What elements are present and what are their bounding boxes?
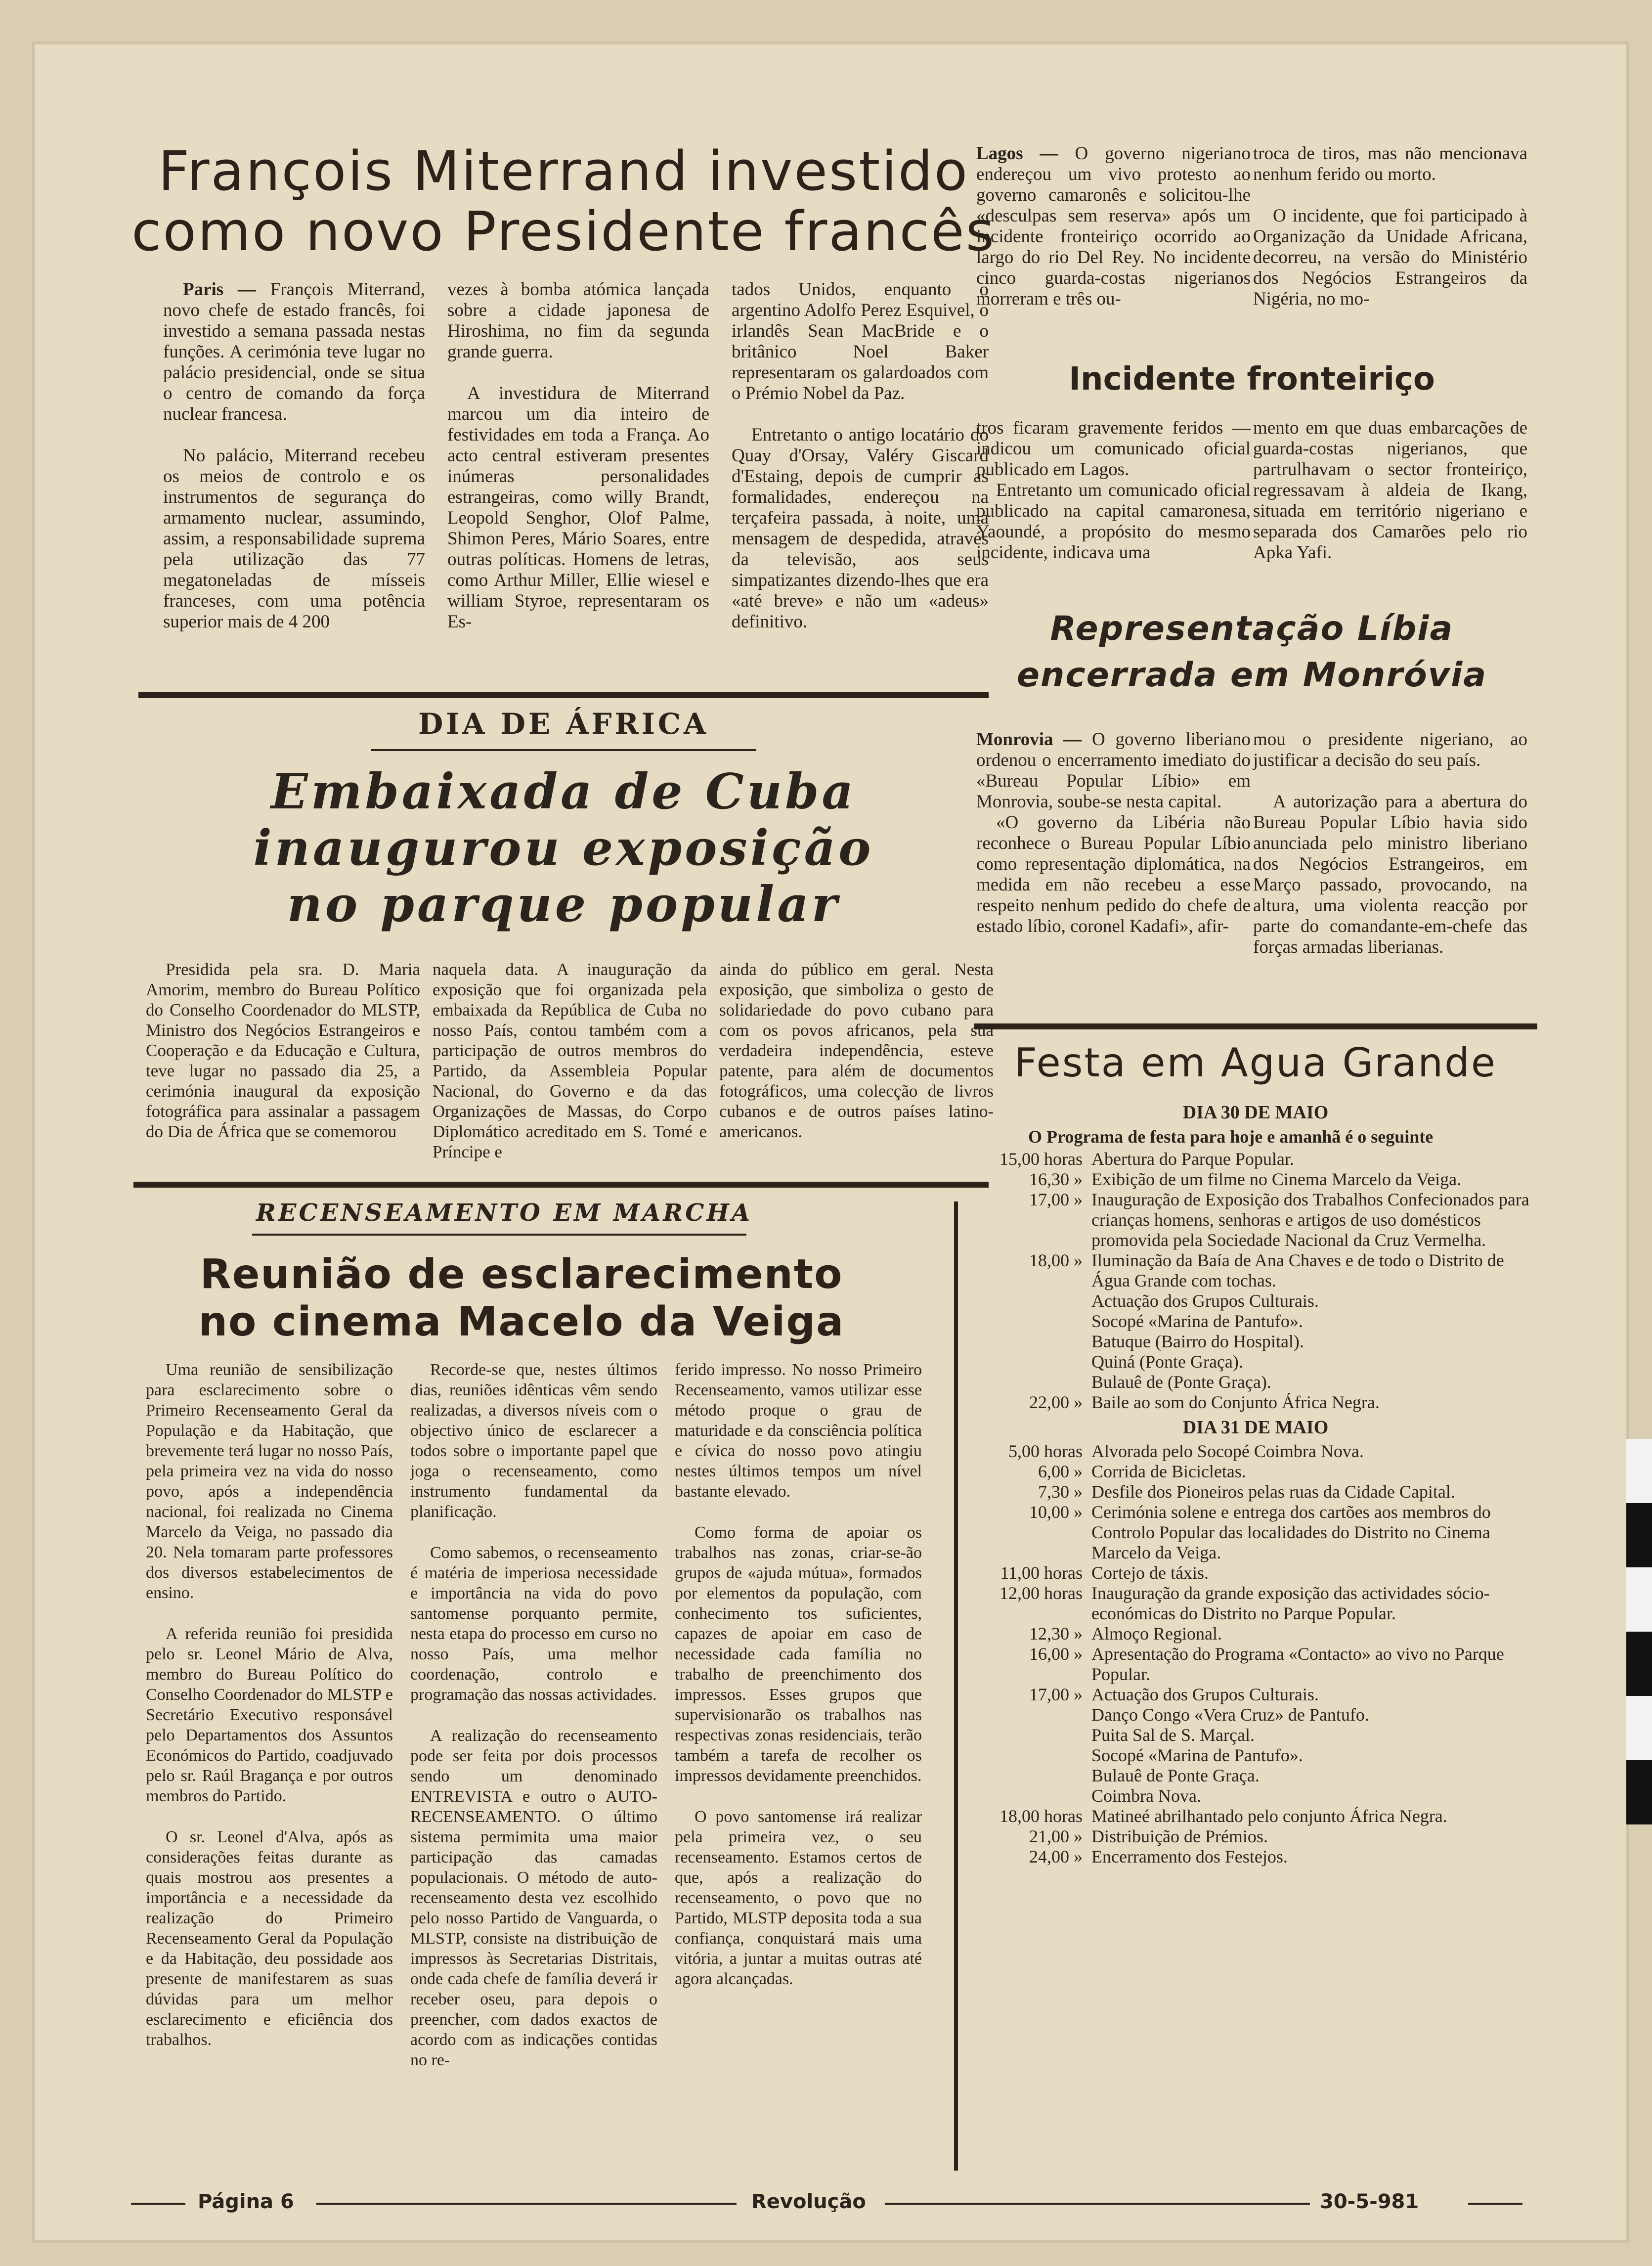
article3-dateline: Monrovia — [976,729,1082,750]
program-item-time: 10,00 » [1029,1502,1083,1522]
program-item-time: 12,30 » [1029,1624,1083,1644]
program-item [974,1250,1537,1291]
article6-program [974,1098,1537,1867]
footer-date: 30-5-981 [1320,2190,1419,2213]
program-item-time [974,1705,1091,1725]
program-item-time [974,1311,1091,1332]
article3-col1-p2: «O governo da Libéria não reconhece o Bureau Popular Líbio como representação diplomática, na medida em não recebeu a esse respeito nenhum pedido do chefe de estado líbio, coronel Kadafi», afir- [976,812,1251,936]
program-item [974,1563,1537,1583]
article5-col3-p3: O povo santomense irá realizar pela primeira vez, o seu recenseamento. Estamos certos de que, após a realização do recenseamento, o povo que no Partido, MLSTP deposita toda a sua confiança, conquistará mais uma vitória, a juntar a muitas outras até agora alcançadas. [675,1808,922,1988]
article4-kicker-underline [371,749,756,751]
program-item-time: 24,00 » [1029,1847,1083,1866]
article2-col1-bottom [976,418,1251,584]
scale-tab-black-2 [1626,1632,1652,1696]
article3-headline-line2: encerrada em Monróvia [1016,656,1487,695]
program-item-desc: Cortejo de táxis. [1091,1563,1209,1583]
program-item [974,1462,1537,1482]
article3-col1-p1: O governo liberiano ordenou o encerramento imediato do «Bureau Popular Líbio» em Monrovia, soube-se nesta capital. [976,729,1251,812]
program-item-time: 21,00 » [1029,1826,1083,1846]
program-item [974,1482,1537,1502]
footer-rule-middle-right [885,2203,1310,2205]
article1-col1 [163,279,425,653]
program-item-desc: Cerimónia solene e entrega dos cartões aos membros do Controlo Popular das localidades do Distrito no Cinema Marcelo da Veiga. [1091,1502,1491,1562]
article3-col2 [1253,729,1527,978]
article2-col2-top-p1: troca de tiros, mas não mencionava nenhum ferido ou morto. [1253,143,1527,184]
program-item-time [974,1372,1091,1392]
article3-col2-p1: mou o presidente nigeriano, ao justificar a decisão do seu país. [1253,729,1527,770]
program-item [974,1745,1537,1766]
program-item [974,1149,1537,1169]
scale-tab-black-3 [1626,1760,1652,1824]
program-item [974,1291,1537,1311]
program-item [974,1766,1537,1786]
footer-rule-right [1468,2203,1522,2205]
article4-headline-line1: Embaixada de Cuba [271,763,856,820]
article4-headline-line3: no parque popular [287,876,840,933]
program-item [974,1624,1537,1644]
scale-tab-white-3 [1626,1696,1652,1760]
article5-col3-p1: ferido impresso. No nosso Primeiro Recenseamento, vamos utilizar esse método proque o grau de maturidade e da consciência política e cívica do nosso povo atingiu nestes últimos tempos um nível bastante elevado. [675,1361,922,1501]
article1-col2-p1: vezes à bomba atómica lançada sobre a cidade japonesa de Hiroshima, no fim da segunda grande guerra. [447,279,709,362]
program-item [974,1392,1537,1413]
article2-col2-top-p2: O incidente, que foi participado à Organização da Unidade Africana, decorreu, na versão do Ministério dos Negócios Estrangeiros da Nigéria, no mo- [1253,206,1527,309]
program-item-time: 16,00 » [1029,1644,1083,1664]
program-item-time [974,1352,1091,1372]
program-item [974,1190,1537,1250]
program-item-desc: Batuque (Bairro do Hospital). [1091,1332,1304,1351]
article5-headline-line1: Reunião de esclarecimento [200,1251,843,1298]
article2-col1-top-text: O governo nigeriano endereçou um vivo protesto ao governo camaronês e solicitou-lhe «desculpas sem reserva» após um incidente fronteiriço ocorrido ao largo do rio Del Rey. No incidente cinco guarda-costas nigerianos morreram e três ou- [976,143,1251,309]
article4-col3-text: ainda do público em geral. Nesta exposição, que simboliza o gesto de solidariedade do povo cubano para com os povos africanos, pela sua verdadeira independência, esteve patente, para além de documentos fotográficos, uma colecção de livros cubanos e de outros países latino-americanos. [719,960,994,1141]
program-item-desc: Socopé «Marina de Pantufo». [1091,1311,1303,1331]
article5-col3 [675,1360,922,2010]
program-item [974,1352,1537,1372]
article6-day2: DIA 31 DE MAIO [1182,1417,1329,1438]
program-item-time: 15,00 horas [1000,1149,1083,1169]
program-item [974,1725,1537,1745]
article4-col2-text: naquela data. A inauguração da exposição que foi organizada pela embaixada da República de Cuba no nosso País, contou também com a participação de outros membros do Partido, da Assembleia Popular Nacional, do Governo e da das Organizações de Massas, do Corpo Diplomático acreditado em S. Tomé e Príncipe e [433,960,707,1161]
program-item-time [974,1332,1091,1352]
article4-col1 [146,959,420,1162]
program-item [974,1169,1537,1190]
article6-headline: Festa em Agua Grande [1014,1040,1497,1086]
scale-tab-black-1 [1626,1503,1652,1567]
program-item [974,1847,1537,1867]
program-item-desc: Distribuição de Prémios. [1091,1826,1268,1846]
program-item-desc: Baile ao som do Conjunto África Negra. [1091,1392,1380,1412]
program-item [974,1502,1537,1563]
footer-paper-name: Revolução [751,2190,866,2213]
article3-bottom-rule [974,1023,1537,1029]
article4-headline [138,764,989,933]
article3-headline-line1: Representação Líbia [1050,609,1454,648]
article1-headline-line1: François Miterrand investido [158,139,969,203]
program-item-time [974,1786,1091,1806]
program-item-desc: Corrida de Bicicletas. [1091,1462,1246,1481]
article5-col1-p1: Uma reunião de sensibilização para esclarecimento sobre o Primeiro Recenseamento Geral da População e da Habitação, que brevemente terá lugar no nosso País, pela primeira vez na vida do nosso povo, após a independência nacional, foi realizada no Cinema Marcelo da Veiga, no passado dia 20. Nela tomaram parte professores dos diversos estabelecimentos de ensino. [146,1361,393,1602]
program-item-time [974,1291,1091,1311]
article5-col2-p3: A realização do recenseamento pode ser feita por dois processos sendo um denominado ENTREVISTA e outro o AUTO-RECENSEAMENTO. O último sistema permimita uma maior participação das camadas populacionais. O método de auto-recenseamento desta vez escolhido pelo nosso Partido de Vanguarda, o MLSTP, consiste na distribuição de impressos às Secretarias Distritais, onde cada chefe de família deverá ir receber oseu, para depois o preencher, com dados exactos de acordo com as indicações contidas no re- [410,1727,657,2069]
article5-col2 [410,1360,657,2091]
article5-col1-p2: A referida reunião foi presidida pelo sr. Leonel Mário de Alva, membro do Bureau Político do Conselho Coordenador do MLSTP e Secretário Executivo responsável pelo Departamentos dos Assuntos Económicos do Partido, coadjuvado pelo sr. Raúl Bragança e por outros membros do Partido. [146,1625,393,1805]
program-item-time: 18,00 horas [1000,1806,1083,1826]
program-item-time: 18,00 » [1029,1250,1083,1270]
program-item [974,1583,1537,1624]
article1-col3 [732,279,989,653]
article2-col1-bottom-p1: tros ficaram gravemente feridos — indicou um comunicado oficial publicado em Lagos. [976,418,1251,480]
article1-bottom-rule [138,692,989,698]
footer-rule-middle-left [316,2203,737,2205]
program-item-desc: Danço Congo «Vera Cruz» de Pantufo. [1091,1705,1369,1725]
program-item-desc: Alvorada pelo Socopé Coimbra Nova. [1091,1441,1364,1461]
article4-headline-line2: inaugurou exposição [253,820,874,877]
article6-day1: DIA 30 DE MAIO [1182,1102,1329,1123]
program-item-desc: Bulauê de (Ponte Graça). [1091,1372,1271,1392]
program-item-desc: Actuação dos Grupos Culturais. [1091,1685,1319,1704]
footer-rule-left [131,2203,185,2205]
scale-tab-white-2 [1626,1567,1652,1632]
program-item [974,1372,1537,1392]
article2-dateline: Lagos — [976,143,1058,164]
article5-headline [133,1251,910,1346]
program-item-desc: Iluminação da Baía de Ana Chaves e de todo o Distrito de Água Grande com tochas. [1091,1250,1504,1290]
article3-headline [976,606,1527,699]
program-item-desc: Quiná (Ponte Graça). [1091,1352,1243,1372]
program-item-desc: Desfile dos Pioneiros pelas ruas da Cidade Capital. [1091,1482,1455,1502]
article2-col2-top [1253,143,1527,330]
program-item-time [974,1745,1091,1766]
article4-col2 [433,959,707,1183]
article5-col3-p2: Como forma de apoiar os trabalhos nas zonas, criar-se-ão grupos de «ajuda mútua», formados por elementos da população, com conhecimento tos suficientes, capazes de apoiar em caso de necessidade cada família no trabalho de preenchimento dos impressos. Esses grupos que supervisionarão os trabalhos nas respectivas zonas residenciais, terão também a tarefa de recolher os impressos devidamente preenchidos. [675,1523,922,1785]
program-item-desc: Encerramento dos Festejos. [1091,1847,1288,1866]
article3-col1 [976,729,1251,958]
program-item [974,1441,1537,1462]
article5-col2-p1: Recorde-se que, nestes últimos dias, reuniões idênticas vêm sendo realizadas, a diversos níveis com o objectivo único de esclarecer a todos sobre o importante papel que joga o recenseamento, como instrumento fundamental da planificação. [410,1361,657,1521]
program-item [974,1311,1537,1332]
program-item-time: 11,00 horas [1000,1563,1083,1583]
program-item [974,1806,1537,1826]
program-item-desc: Almoço Regional. [1091,1624,1222,1644]
article2-col2-bottom-p1: mento em que duas embarcações de guarda-costas nigerianos, que partrulhavam o sector fronteiriço, regressavam à aldeia de Ikang, situada em território nigeriano e separada dos Camarões pelo rio Apka Yafi. [1253,418,1527,563]
article4-col3 [719,959,994,1162]
program-item [974,1786,1537,1806]
program-item [974,1826,1537,1847]
program-item-desc: Coimbra Nova. [1091,1786,1201,1806]
article1-col3-p1: tados Unidos, enquanto o argentino Adolfo Perez Esquivel, o irlandês Sean MacBride e o britânico Noel Baker representaram os galardoados com o Prémio Nobel da Paz. [732,279,989,403]
article5-kicker: RECENSEAMENTO EM MARCHA [256,1199,752,1227]
program-item-time: 6,00 » [1038,1462,1083,1481]
article3-col2-p2: A autorização para a abertura do Bureau Popular Líbio havia sido anunciada pelo ministro liberiano dos Negócios Estrangeiros, em Março passado, provocando, na altura, uma violenta reacção por parte do comandante-em-chefe das forças armadas liberianas. [1253,792,1527,957]
article4-kicker: DIA DE ÁFRICA [418,707,709,741]
program-item-time: 7,30 » [1038,1482,1083,1502]
scale-tab-white-1 [1626,1439,1652,1503]
program-item-desc: Puita Sal de S. Marçal. [1091,1725,1255,1745]
program-item [974,1644,1537,1685]
program-item-time: 12,00 horas [1000,1583,1083,1603]
program-item-desc: Socopé «Marina de Pantufo». [1091,1745,1303,1765]
article4-bottom-rule [133,1182,989,1188]
article1-col1-p2: No palácio, Miterrand recebeu os meios de controlo e os instrumentos de segurança do armamento nuclear, assumindo, assim, a responsabilidade suprema pela utilização das 77 megatoneladas de mísseis franceses, com uma potência superior mais de 4 200 [163,445,425,632]
footer-page-number: Página 6 [198,2190,294,2213]
program-item-time: 17,00 » [1029,1685,1083,1704]
program-item-time: 16,30 » [1029,1169,1083,1189]
article2-subhead: Incidente fronteiriço [1069,361,1435,398]
article2-col1-bottom-p2: Entretanto um comunicado oficial publicado na capital camaronesa, Yaoundé, a propósito do mesmo incidente, indicava uma [976,480,1251,563]
program-item-time: 17,00 » [1029,1190,1083,1209]
article5-col1-p3: O sr. Leonel d'Alva, após as considerações feitas durante as quais mostrou aos presentes a importância e a necessidade da realização do Primeiro Recenseamento Geral da População e da Habitação, deu possidade aos presente de manifestarem as suas dúvidas para um melhor esclarecimento e eficiência dos trabalhos. [146,1828,393,2049]
article1-dateline: Paris — [183,279,256,300]
article1-col2 [447,279,709,653]
program-item-desc: Exibição de um filme no Cinema Marcelo da Veiga. [1091,1169,1462,1189]
program-item [974,1685,1537,1705]
program-item [974,1705,1537,1725]
article5-kicker-underline [252,1234,746,1236]
article2-col1-top [976,143,1251,330]
program-item-desc: Bulauê de Ponte Graça. [1091,1766,1260,1785]
article1-headline-line2: como novo Presidente francês [131,200,996,263]
article1-col3-p2: Entretanto o antigo locatário do Quay d'Orsay, Valéry Giscard d'Estaing, depois de cumprir as formalidades, endereçou na terçafeira passada, à noite, uma mensagem de despedida, através da televisão, aos seus simpatizantes dizendo-lhes que era «até breve» e não um «adeus» definitivo. [732,425,989,632]
program-item-time: 5,00 horas [1008,1441,1083,1461]
article5-col1 [146,1360,393,2071]
program-item [974,1332,1537,1352]
article6-day1-list [974,1149,1537,1413]
program-item-time: 22,00 » [1029,1392,1083,1412]
article1-headline [129,141,999,262]
article2-col2-bottom [1253,418,1527,584]
article5-col2-p2: Como sabemos, o recenseamento é matéria de imperiosa necessidade e importância na vida do povo santomense porquanto permite, nesta etapa do processo em curso no nosso País, uma melhor coordenação, controlo e programação das nossas actividades. [410,1544,657,1704]
article6-day2-list [974,1441,1537,1867]
article1-col1-p1: François Miterrand, novo chefe de estado francês, foi investido a semana passada nestas funções. A cerimónia teve lugar no palácio presidencial, onde se situa o centro de comando da força nuclear francesa. [163,279,426,424]
column-divider [954,1201,958,2171]
program-item-time [974,1725,1091,1745]
article1-col2-p2: A investidura de Miterrand marcou um dia inteiro de festividades em toda a França. Ao acto central estiveram presentes inúmeras personalidades estrangeiras, como willy Brandt, Leopold Senghor, Olof Palme, Shimon Peres, Mário Soares, entre outras políticas. Homens de letras, como Arthur Miller, Ellie wiesel e william Styroe, representaram os Es- [447,383,709,632]
program-item-time [974,1766,1091,1786]
article4-col1-text: Presidida pela sra. D. Maria Amorim, membro do Bureau Político do Conselho Coordenador do MLSTP, Ministro dos Negócios Estrangeiros e Cooperação e da Educação e Cultura, teve lugar no passado dia 25, a cerimónia inaugural da exposição fotográfica para assinalar a passagem do Dia de África que se comemorou [146,960,420,1141]
program-item-desc: Actuação dos Grupos Culturais. [1091,1291,1319,1311]
program-item-desc: Matineé abrilhantado pelo conjunto África Negra. [1091,1806,1447,1826]
program-item-desc: Inauguração de Exposição dos Trabalhos Confecionados para crianças homens, senhoras e artigos de uso domésticos promovida pela Sociedade Nacional da Cruz Vermelha. [1091,1190,1529,1250]
newspaper-page [35,44,1626,2240]
program-item-desc: Inauguração da grande exposição das actividades sócio-económicas do Distrito no Parque Popular. [1091,1583,1490,1623]
program-item-desc: Abertura do Parque Popular. [1091,1149,1294,1169]
program-item-desc: Apresentação do Programa «Contacto» ao vivo no Parque Popular. [1091,1644,1504,1684]
article6-intro: O Programa de festa para hoje e amanhã é o seguinte [1028,1127,1434,1147]
article5-headline-line2: no cinema Macelo da Veiga [198,1298,845,1345]
